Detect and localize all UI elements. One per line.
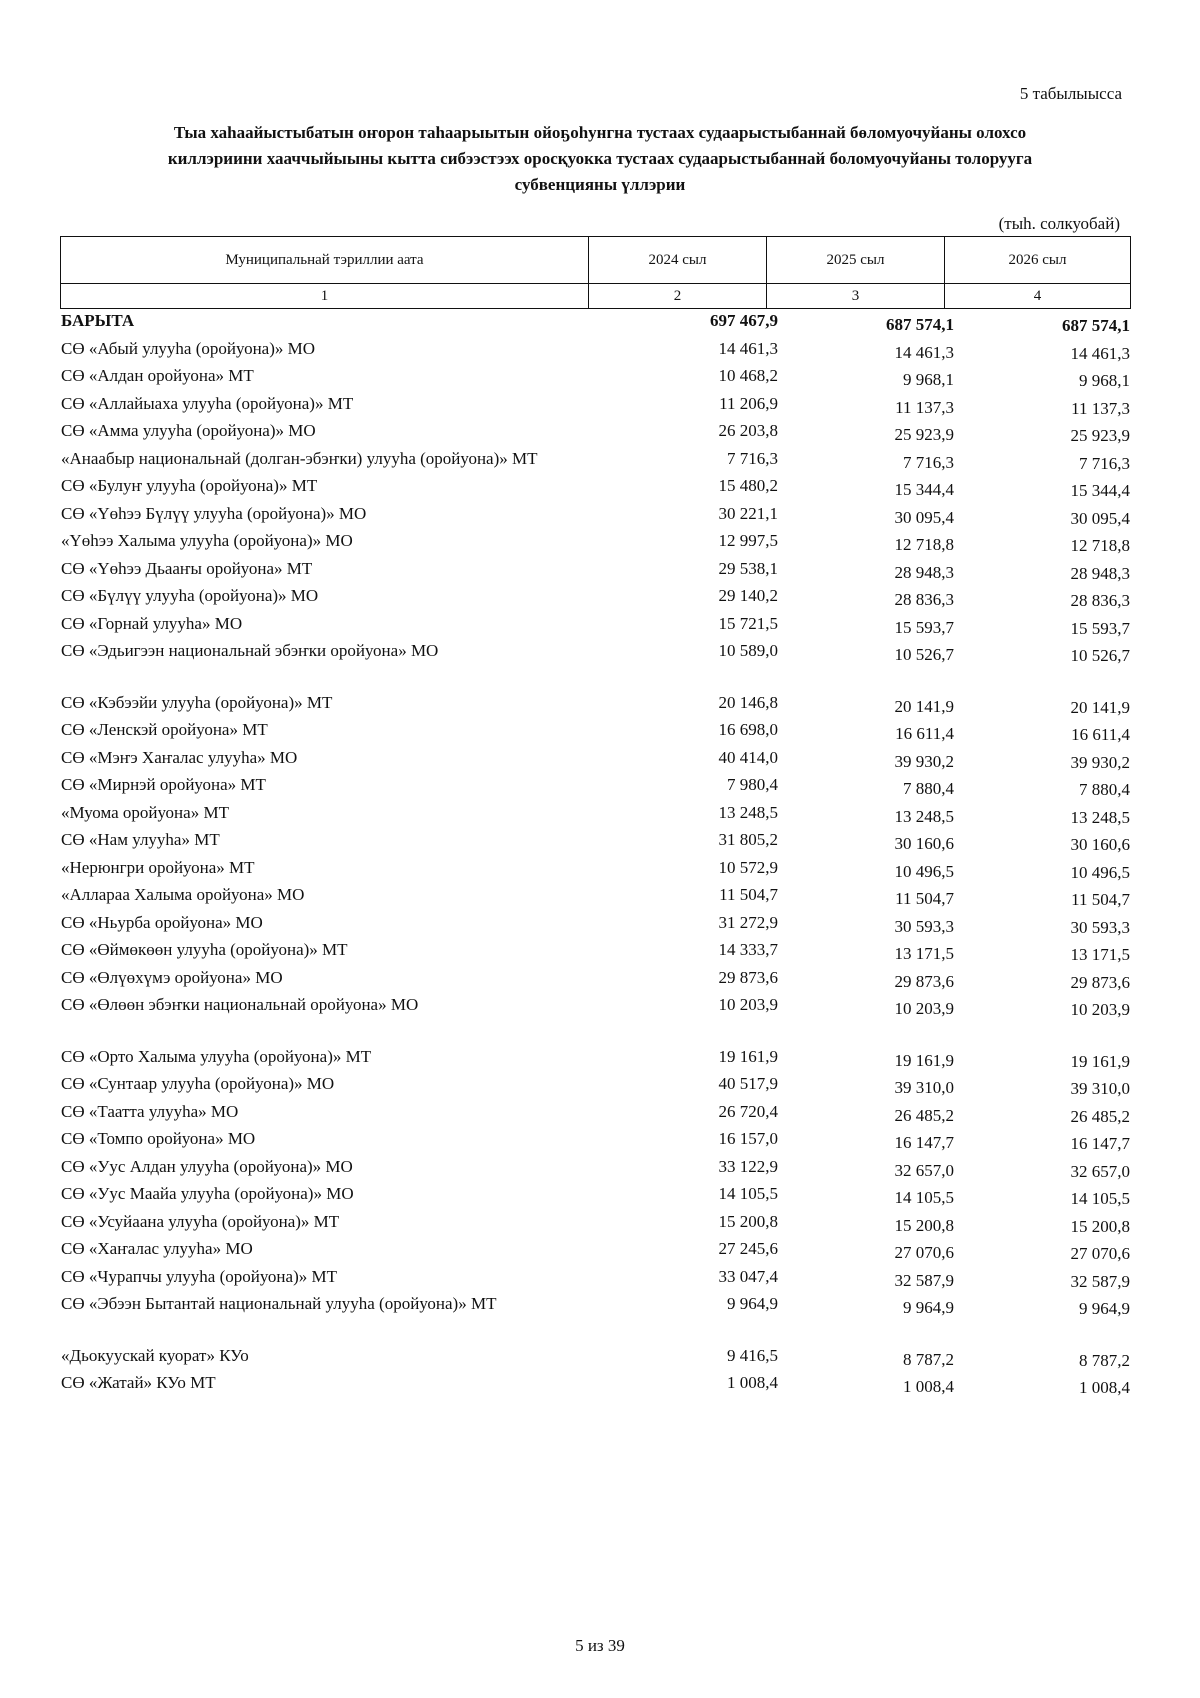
value-2025: 28 948,3 xyxy=(894,562,954,582)
table-header xyxy=(60,236,1131,309)
value-2024: 15 200,8 xyxy=(718,1211,778,1231)
value-2025: 14 461,3 xyxy=(894,342,954,362)
value-2026: 16 611,4 xyxy=(1071,725,1130,744)
value-2026: 15 344,4 xyxy=(1070,481,1130,500)
value-2026: 32 587,9 xyxy=(1070,1271,1130,1291)
value-2025: 30 593,3 xyxy=(894,916,954,936)
header-municipality: Муниципальнай тэриллии аата xyxy=(61,237,589,284)
value-2025: 25 923,9 xyxy=(894,425,954,444)
municipality-name: «Аллараа Халыма оройуона» МО xyxy=(61,885,305,904)
value-2024: 20 146,8 xyxy=(718,692,778,712)
value-2025: 39 930,2 xyxy=(894,751,954,771)
value-2025: 13 171,5 xyxy=(894,944,954,963)
value-2025: 28 836,3 xyxy=(894,590,954,609)
municipality-name: СӨ «Жатай» КУо МТ xyxy=(61,1373,216,1392)
table-row xyxy=(60,1046,1130,1074)
value-2026: 12 718,8 xyxy=(1070,536,1130,555)
value-2026: 19 161,9 xyxy=(1070,1051,1130,1071)
value-2025: 13 248,5 xyxy=(894,806,954,826)
table-row xyxy=(60,994,1130,1022)
municipality-name: СӨ «Амма улууһа (оройуона)» МО xyxy=(61,421,316,440)
annex-label: 5 табылыысса xyxy=(1019,84,1122,103)
title-line-1: Тыа хаһаайыстыбатын оҥорон таһаарыытын ойоҕоһунгна тустаах судаарыстыбаннай бөломуочуйаны олохсо xyxy=(173,123,1027,142)
total-row xyxy=(60,310,1130,338)
value-2024: 11 206,9 xyxy=(719,393,778,413)
value-2025: 19 161,9 xyxy=(894,1050,954,1070)
value-2026: 16 147,7 xyxy=(1070,1134,1130,1153)
value-2025: 32 587,9 xyxy=(894,1270,954,1290)
unit-label: (тыһ. солкуобай) xyxy=(998,214,1120,233)
value-2026: 11 137,3 xyxy=(1071,398,1130,418)
table-row xyxy=(60,692,1130,720)
value-2024: 27 245,6 xyxy=(718,1239,778,1258)
value-2026: 28 948,3 xyxy=(1070,563,1130,583)
value-2024: 1 008,4 xyxy=(726,1373,778,1392)
value-2026: 13 171,5 xyxy=(1070,945,1130,964)
municipality-name: СӨ «Ленскэй оройуона» МТ xyxy=(61,720,268,739)
value-2025: 15 200,8 xyxy=(894,1215,954,1235)
table-row xyxy=(60,829,1130,857)
municipality-name: «Үөһээ Халыма улууһа (оройуона)» МО xyxy=(61,531,353,550)
municipality-name: СӨ «Сунтаар улууһа (оройуона)» МО xyxy=(61,1074,335,1093)
table-row xyxy=(60,393,1130,421)
value-2024: 697 467,9 xyxy=(709,311,778,330)
value-2024: 31 272,9 xyxy=(718,912,778,932)
value-2024: 7 716,3 xyxy=(726,448,778,468)
value-2024: 7 980,4 xyxy=(726,775,778,794)
header-num-3: 3 xyxy=(767,284,945,309)
value-2025: 29 873,6 xyxy=(894,971,954,991)
municipality-name: «Дьокуускай куорат» КУо xyxy=(61,1345,249,1365)
value-2024: 31 805,2 xyxy=(718,830,778,849)
value-2024: 10 589,0 xyxy=(718,641,778,660)
value-2026: 10 526,7 xyxy=(1070,646,1130,665)
value-2026: 7 880,4 xyxy=(1078,780,1130,799)
value-2025: 10 526,7 xyxy=(894,645,954,664)
municipality-name: СӨ «Ньурба оройуона» МО xyxy=(61,912,263,932)
table-row xyxy=(60,530,1130,558)
municipality-name: СӨ «Эдьигээн национальнай эбэҥки оройуона» МО xyxy=(61,641,439,660)
table-row xyxy=(60,719,1130,747)
value-2024: 33 047,4 xyxy=(718,1266,778,1286)
value-2024: 15 480,2 xyxy=(718,476,778,495)
municipality-name: СӨ «Бүлүү улууһа (оройуона)» МО xyxy=(61,586,319,605)
value-2025: 1 008,4 xyxy=(902,1377,954,1396)
value-2024: 29 538,1 xyxy=(718,558,778,578)
value-2026: 30 593,3 xyxy=(1070,917,1130,937)
header-num-4: 4 xyxy=(945,284,1131,309)
table-row xyxy=(60,912,1130,940)
municipality-name: СӨ «Үөһээ Дьааҥы оройуона» МТ xyxy=(61,558,313,578)
value-2026: 15 593,7 xyxy=(1070,618,1130,638)
value-2024: 16 157,0 xyxy=(718,1129,778,1148)
table-row xyxy=(60,1293,1130,1321)
value-2025: 687 574,1 xyxy=(885,315,954,334)
municipality-name: СӨ «Томпо оройуона» МО xyxy=(61,1129,256,1148)
municipality-name: БАРЫТА xyxy=(61,311,135,330)
value-2026: 29 873,6 xyxy=(1070,972,1130,992)
header-2026: 2026 сыл xyxy=(945,237,1131,284)
value-2025: 7 880,4 xyxy=(902,779,954,798)
table-row xyxy=(60,420,1130,448)
value-2025: 9 964,9 xyxy=(902,1298,954,1317)
value-2026: 9 968,1 xyxy=(1078,371,1130,390)
value-2024: 12 997,5 xyxy=(718,531,778,550)
value-2024: 11 504,7 xyxy=(719,885,778,904)
value-2026: 30 095,4 xyxy=(1070,508,1130,528)
value-2026: 10 496,5 xyxy=(1070,862,1130,882)
value-2024: 19 161,9 xyxy=(718,1046,778,1066)
municipality-name: СӨ «Уус Алдан улууһа (оройуона)» МО xyxy=(61,1156,353,1176)
table-row xyxy=(60,967,1130,995)
value-2026: 30 160,6 xyxy=(1070,835,1130,854)
value-2024: 9 416,5 xyxy=(726,1345,778,1365)
table-row xyxy=(60,365,1130,393)
value-2026: 8 787,2 xyxy=(1078,1350,1130,1370)
table-row xyxy=(60,1101,1130,1129)
municipality-name: СӨ «Чурапчы улууһа (оройуона)» МТ xyxy=(61,1266,337,1286)
table-row xyxy=(60,939,1130,967)
value-2024: 16 698,0 xyxy=(718,720,778,739)
value-2025: 30 160,6 xyxy=(894,834,954,853)
value-2025: 15 344,4 xyxy=(894,480,954,499)
header-num-2: 2 xyxy=(589,284,767,309)
value-2026: 25 923,9 xyxy=(1070,426,1130,445)
value-2026: 11 504,7 xyxy=(1071,890,1130,909)
header-2025: 2025 сыл xyxy=(767,237,945,284)
value-2025: 10 496,5 xyxy=(894,861,954,881)
table-row xyxy=(60,1128,1130,1156)
municipality-name: СӨ «Мирнэй оройуона» МТ xyxy=(61,775,266,794)
table-row xyxy=(60,448,1130,476)
page-number: 5 из 39 xyxy=(575,1636,625,1655)
value-2024: 13 248,5 xyxy=(718,802,778,822)
value-2025: 14 105,5 xyxy=(894,1188,954,1207)
value-2024: 26 720,4 xyxy=(718,1101,778,1121)
value-2024: 40 517,9 xyxy=(718,1074,778,1093)
table-row xyxy=(60,558,1130,586)
table-row xyxy=(60,802,1130,830)
value-2024: 33 122,9 xyxy=(718,1156,778,1176)
value-2025: 39 310,0 xyxy=(894,1078,954,1097)
municipality-name: СӨ «Эбээн Бытантай национальнай улууһа (оройуона)» МТ xyxy=(61,1294,497,1313)
value-2024: 14 105,5 xyxy=(718,1184,778,1203)
value-2024: 10 468,2 xyxy=(718,366,778,385)
value-2025: 16 611,4 xyxy=(895,724,954,743)
table-row xyxy=(60,475,1130,503)
table-row xyxy=(60,884,1130,912)
municipality-name: СӨ «Уус Маайа улууһа (оройуона)» МО xyxy=(61,1184,354,1203)
value-2026: 32 657,0 xyxy=(1070,1161,1130,1181)
document-title xyxy=(60,120,1140,198)
header-2024: 2024 сыл xyxy=(589,237,767,284)
table-row xyxy=(60,1073,1130,1101)
table-row xyxy=(60,1345,1130,1373)
value-2025: 9 968,1 xyxy=(902,370,954,389)
value-2026: 13 248,5 xyxy=(1070,807,1130,827)
value-2025: 10 203,9 xyxy=(894,999,954,1018)
value-2024: 26 203,8 xyxy=(718,421,778,440)
table-row xyxy=(60,1156,1130,1184)
value-2026: 687 574,1 xyxy=(1061,316,1130,335)
value-2025: 20 141,9 xyxy=(894,696,954,716)
value-2024: 29 873,6 xyxy=(718,967,778,987)
table-row xyxy=(60,774,1130,802)
table-row xyxy=(60,1266,1130,1294)
table-row xyxy=(60,1211,1130,1239)
municipality-name: СӨ «Нам улууһа» МТ xyxy=(61,830,220,849)
value-2025: 30 095,4 xyxy=(894,507,954,527)
value-2026: 39 930,2 xyxy=(1070,752,1130,772)
value-2024: 14 333,7 xyxy=(718,940,778,959)
title-line-2: киллэриини хааччыйыыны кытта сибээстээх оросқуокка тустаах судаарыстыбаннай боломуочуйаны толоруугa xyxy=(167,149,1033,168)
value-2025: 12 718,8 xyxy=(894,535,954,554)
value-2026: 14 105,5 xyxy=(1070,1189,1130,1208)
municipality-name: СӨ «Өймөкөөн улууһа (оройуона)» МТ xyxy=(61,940,348,959)
value-2026: 15 200,8 xyxy=(1070,1216,1130,1236)
value-2025: 8 787,2 xyxy=(902,1349,954,1369)
value-2026: 9 964,9 xyxy=(1078,1299,1130,1318)
value-2025: 11 504,7 xyxy=(895,889,954,908)
value-2025: 7 716,3 xyxy=(902,452,954,472)
table-row xyxy=(60,747,1130,775)
value-2024: 10 572,9 xyxy=(718,857,778,877)
municipality-name: СӨ «Булуҥ улууһа (оройуона)» МТ xyxy=(61,476,318,495)
value-2024: 40 414,0 xyxy=(718,747,778,767)
municipality-name: СӨ «Хаҥалас улууһа» МО xyxy=(61,1239,253,1258)
value-2026: 27 070,6 xyxy=(1070,1244,1130,1263)
table-row xyxy=(60,1238,1130,1266)
municipality-name: СӨ «Алдан оройуона» МТ xyxy=(61,366,254,385)
value-2024: 30 221,1 xyxy=(718,503,778,523)
value-2025: 11 137,3 xyxy=(895,397,954,417)
municipality-name: «Нерюнгри оройуона» МТ xyxy=(61,857,255,877)
value-2024: 9 964,9 xyxy=(726,1294,778,1313)
table-row xyxy=(60,338,1130,366)
value-2025: 15 593,7 xyxy=(894,617,954,637)
value-2024: 15 721,5 xyxy=(718,613,778,633)
municipality-name: СӨ «Үөһээ Бүлүү улууһа (оройуона)» МО xyxy=(61,503,367,523)
municipality-name: СӨ «Таатта улууһа» МО xyxy=(61,1101,239,1121)
value-2024: 29 140,2 xyxy=(718,586,778,605)
value-2026: 10 203,9 xyxy=(1070,1000,1130,1019)
value-2026: 1 008,4 xyxy=(1078,1378,1130,1397)
municipality-name: СӨ «Абый улууһа (оройуона)» МО xyxy=(61,338,316,358)
table-row xyxy=(60,1183,1130,1211)
table-row xyxy=(60,503,1130,531)
title-line-3: субвенцияны үллэрии xyxy=(514,175,686,194)
table-row xyxy=(60,613,1130,641)
municipality-name: СӨ «Горнай улууһа» МО xyxy=(61,613,243,633)
municipality-name: «Анаабыр национальнай (долган-эбэҥки) улууһа (оройуона)» МТ xyxy=(61,448,538,468)
value-2026: 26 485,2 xyxy=(1070,1106,1130,1126)
municipality-name: СӨ «Өлөөн эбэҥки национальнай оройуона» МО xyxy=(61,995,419,1014)
value-2026: 14 461,3 xyxy=(1070,343,1130,363)
table-row xyxy=(60,585,1130,613)
value-2026: 20 141,9 xyxy=(1070,697,1130,717)
municipality-name: СӨ «Аллайыаха улууһа (оройуона)» МТ xyxy=(61,393,354,413)
value-2026: 7 716,3 xyxy=(1078,453,1130,473)
header-num-1: 1 xyxy=(61,284,589,309)
table-row xyxy=(60,857,1130,885)
municipality-name: СӨ «Мэҥэ Хаҥалас улууһа» МО xyxy=(61,747,298,767)
value-2025: 32 657,0 xyxy=(894,1160,954,1180)
municipality-name: СӨ «Кэбээйи улууһа (оройуона)» МТ xyxy=(61,692,333,712)
value-2024: 14 461,3 xyxy=(718,338,778,358)
municipality-name: СӨ «Орто Халыма улууһа (оройуона)» МТ xyxy=(61,1046,372,1066)
municipality-name: СӨ «Өлүөхүмэ оройуона» МО xyxy=(61,967,283,987)
table-body xyxy=(60,310,1130,1400)
value-2026: 39 310,0 xyxy=(1070,1079,1130,1098)
value-2026: 28 836,3 xyxy=(1070,591,1130,610)
value-2025: 16 147,7 xyxy=(894,1133,954,1152)
value-2025: 27 070,6 xyxy=(894,1243,954,1262)
municipality-name: «Муома оройуона» МТ xyxy=(61,802,229,822)
table-row xyxy=(60,1372,1130,1400)
value-2025: 26 485,2 xyxy=(894,1105,954,1125)
value-2024: 10 203,9 xyxy=(718,995,778,1014)
municipality-name: СӨ «Усуйаана улууһа (оройуона)» МТ xyxy=(61,1211,340,1231)
table-row xyxy=(60,640,1130,668)
